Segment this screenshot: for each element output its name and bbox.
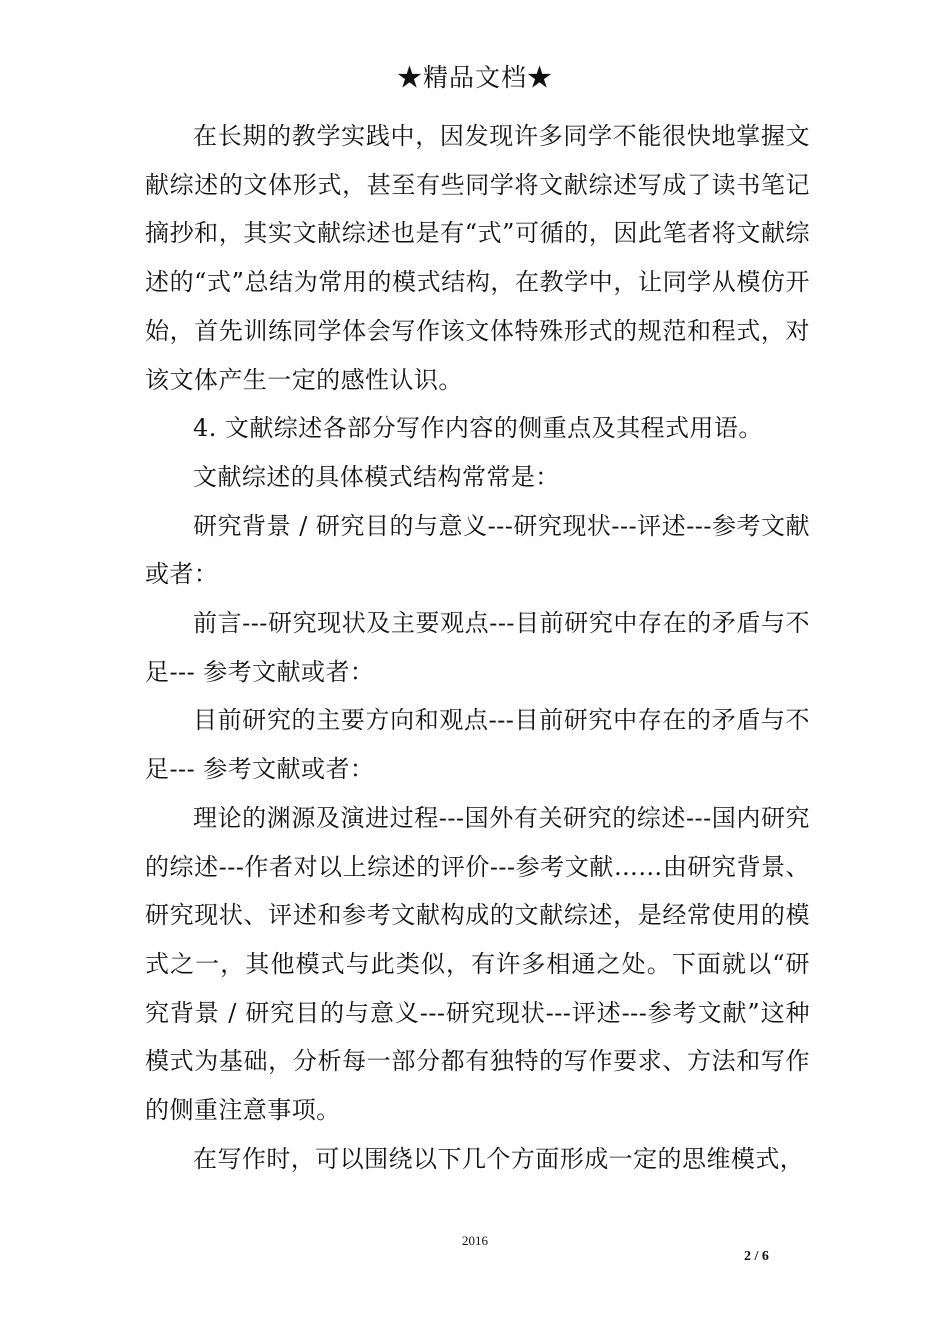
paragraph-section-heading: 4. 文献综述各部分写作内容的侧重点及其程式用语。 bbox=[193, 414, 763, 443]
page-number: 2 / 6 bbox=[744, 1249, 769, 1264]
paragraph-pattern-2: 前言---研究现状及主要观点---目前研究中存在的矛盾与不足--- 参考文献或者： bbox=[145, 609, 810, 686]
paragraph-pattern-4: 理论的渊源及演进过程---国外有关研究的综述---国内研究的综述---作者对以上综述的评价---参考文献……由研究背景、研究现状、评述和参考文献构成的文献综述，是经常使用的模式之一，其他模式与此类似，有许多相通之处。下面就以“研究背景 / 研究目的与意义---研究现状---评述---参考文献”这种模式为基础，分析每一部分都有独特的写作要求、方法和写作的侧重注意事项。 bbox=[145, 803, 810, 1125]
document-body bbox=[145, 112, 810, 1183]
footer-year: 2016 bbox=[462, 1233, 488, 1248]
paragraph-writing-tips: 在写作时，可以围绕以下几个方面形成一定的思维模式， bbox=[193, 1144, 805, 1173]
document-header-title: ★精品文档★ bbox=[396, 63, 553, 92]
paragraph-structure-lead: 文献综述的具体模式结构常常是： bbox=[193, 462, 560, 491]
paragraph-intro: 在长期的教学实践中，因发现许多同学不能很快地掌握文献综述的文体形式，甚至有些同学将文献综述写成了读书笔记摘抄和，其实文献综述也是有“式”可循的，因此笔者将文献综述的“式”总结为常用的模式结构，在教学中，让同学从模仿开始，首先训练同学体会写作该文体特殊形式的规范和程式，对该文体产生一定的感性认识。 bbox=[145, 122, 810, 394]
paragraph-pattern-1: 研究背景 / 研究目的与意义---研究现状---评述---参考文献或者： bbox=[145, 511, 810, 589]
paragraph-pattern-3: 目前研究的主要方向和观点---目前研究中存在的矛盾与不足--- 参考文献或者： bbox=[145, 706, 810, 784]
